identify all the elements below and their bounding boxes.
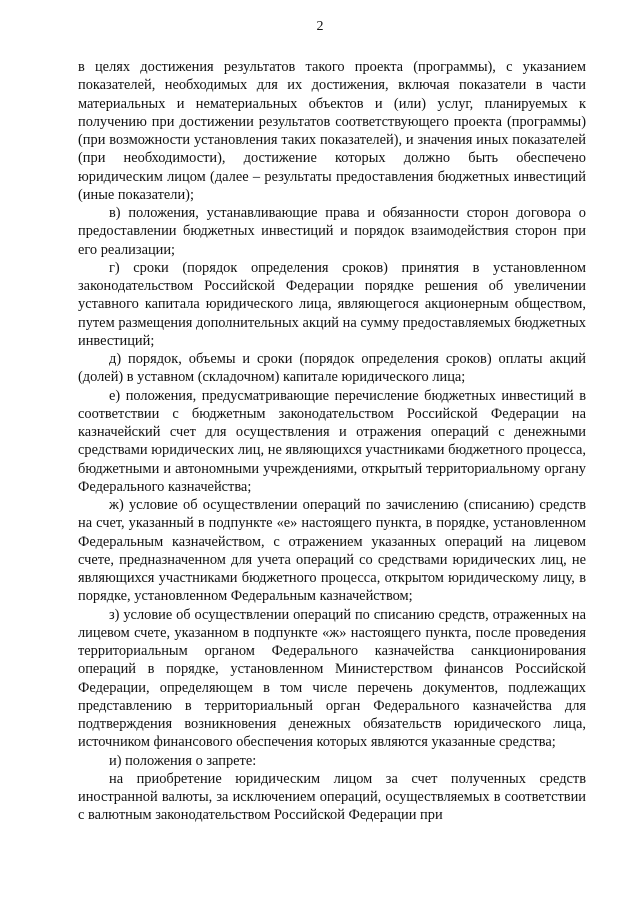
paragraph-continuation: в целях достижения результатов такого проекта (программы), с указанием показателей, необходимых для их достижения, включая показатели в части материальных и нематериальных объектов и (или) услуг, планируемых к получению при достижении результатов соответствующего проекта (программы) (при возможности установления таких показателей), и значения иных показателей (при необходимости), достижение которых должно быть обеспечено юридическим лицом (далее – результаты предоставления бюджетных инвестиций (иные показатели);	[78, 59, 586, 203]
paragraph-item-g: г) сроки (порядок определения сроков) принятия в установленном законодательством Российской Федерации порядке решения об увеличении уставного капитала юридического лица, являющегося акционерным обществом, путем размещения дополнительных акций на сумму предоставляемых бюджетных инвестиций;	[78, 259, 586, 349]
paragraph-item-i-sub: на приобретение юридическим лицом за счет полученных средств иностранной валюты, за исключением операций, осуществляемых в соответствии с валютным законодательством Российской Федерации при	[78, 770, 586, 824]
page-number: 2	[316, 19, 324, 34]
paragraph-item-d: д) порядок, объемы и сроки (порядок определения сроков) оплаты акций (долей) в уставном (складочном) капитале юридического лица;	[78, 351, 586, 386]
paragraph-item-i: и) положения о запрете:	[109, 752, 257, 769]
document-body	[78, 58, 586, 825]
paragraph-item-z: з) условие об осуществлении операций по списанию средств, отраженных на лицевом счете, указанном в подпункте «ж» настоящего пункта, после проведения территориальным органом Федерального казначейства санкционирования операций в порядке, установленном Министерством финансов Российской Федерации, определяющем в том числе перечень документов, подлежащих представлению в территориальный орган Федерального казначейства для подтверждения возникновения денежных обязательств юридического лица, источником финансового обеспечения которых являются указанные средства;	[78, 606, 586, 751]
paragraph-item-e: е) положения, предусматривающие перечисление бюджетных инвестиций в соответствии с бюджетным законодательством Российской Федерации на казначейский счет для осуществления и отражения операций с денежными средствами юридических лиц, не являющихся участниками бюджетного процесса, бюджетными и автономными учреждениями, открытый территориальному органу Федерального казначейства;	[78, 387, 586, 495]
paragraph-item-v: в) положения, устанавливающие права и обязанности сторон договора о предоставлении бюджетных инвестиций и порядок взаимодействия сторон при его реализации;	[78, 205, 586, 258]
paragraph-item-zh: ж) условие об осуществлении операций по зачислению (списанию) средств на счет, указанный в подпункте «е» настоящего пункта, в порядке, установленном Федеральным казначейством, с отражением указанных операций на лицевом счете, предназначенном для учета операций со средствами юридических лиц, не являющихся участниками бюджетного процесса, открытом юридическому лицу, в порядке, установленном Федеральным казначейством;	[78, 497, 586, 605]
